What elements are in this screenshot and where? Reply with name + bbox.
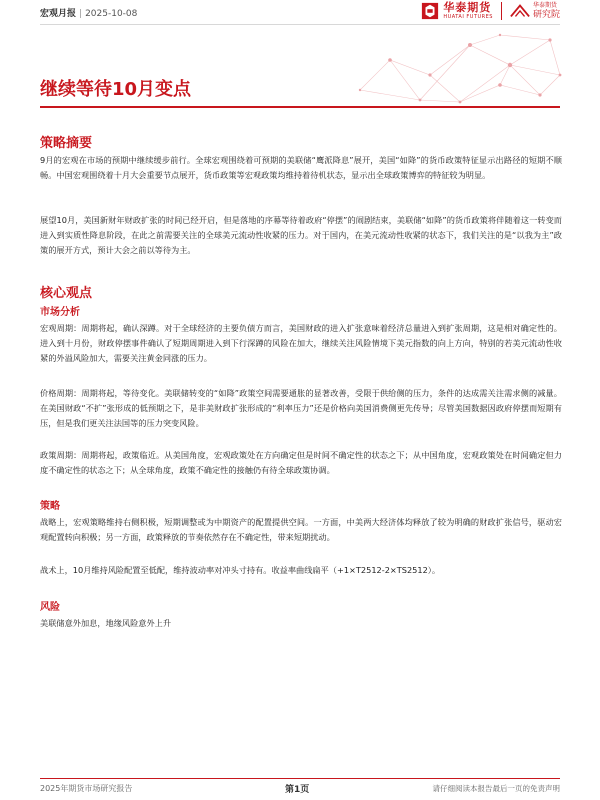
- report-title: 继续等待10月变点: [40, 79, 192, 100]
- market-analysis-heading: 市场分析: [40, 307, 80, 318]
- research-institute-logo: [510, 3, 560, 20]
- header-separator: |: [79, 9, 83, 19]
- huatai-futures-logo: [421, 2, 493, 20]
- summary-heading: 策略摘要: [40, 136, 93, 151]
- logo1-chinese-name: 华泰期货: [443, 1, 492, 14]
- summary-paragraph-1: 9月的宏观在市场的预期中继续缓步前行。全球宏观围绕着可预期的美联储“鹰派降息”展开，美国“如降”的货币政策特征显示出路径的短期不顺畅。中国宏观围绕着十月大会重要节点展开，货币政策等宏观政策均维持着待机状态，显示出全球政策博弈的特征较为明显。: [40, 155, 562, 180]
- logo-block: [421, 2, 560, 20]
- logo2-small-text: 华泰期货: [532, 1, 557, 9]
- core-views-heading: 核心观点: [40, 286, 93, 301]
- price-cycle-paragraph: 价格周期：周期将起，等待变化。美联储转变的“如降”政策空间需要通胀的显著改善，受限于供给侧的压力，条件的达成需关注需求侧的减量。在美国财政“不扩”张形成的低预期之下，是非美财政扩张形成的“利率压力”还是价格向美国消费侧更先传导；尽管美国数据因政府停摆而短期有压，但是我们更关注法国等的压力突变风险。: [40, 388, 562, 428]
- logo2-big-text: 研究院: [532, 9, 560, 20]
- strategy-heading: 策略: [40, 501, 60, 512]
- title-rule: [40, 106, 560, 108]
- report-date: 2025-10-08: [85, 9, 138, 19]
- header-meta: [40, 6, 137, 19]
- strategy-paragraph-1: 战略上，宏观策略维持右侧积极，短期调整或为中期资产的配置提供空间。一方面，中美两大经济体均释放了较为明确的财政扩张信号，驱动宏观配置转向积极；另一方面，政策释放的节奏依然存在不确定性，带来短期扰动。: [40, 517, 562, 542]
- disclaimer-note: 请仔细阅读本报告最后一页的免责声明: [432, 784, 560, 793]
- footer-report-name: 2025年期货市场研究报告: [40, 784, 133, 793]
- network-decoration-graphic: [350, 30, 570, 110]
- research-logo-icon: [510, 3, 530, 19]
- macro-cycle-paragraph: 宏观周期：周期将起，确认深蹲。对于全球经济的主要负债方而言，美国财政的进入扩张意味着经济总量进入到扩张周期，这是相对确定性的。进入到十月份，财政停摆事件确认了短期周期进入到下行深蹲的风险在加大，继续关注风险情境下美元指数的向上方向，特别的若美元流动性收紧的外溢风险加大，需要关注黄金同涨的压力。: [40, 323, 562, 363]
- huatai-logo-icon: [421, 2, 439, 20]
- policy-cycle-paragraph: 政策周期：周期将起，政策临近。从美国角度，宏观政策处在方向确定但是时间不确定性的状态之下；从中国角度，宏观政策处在时间确定但力度不确定性的状态之下；从全球角度，政策不确定性的接触仍有待全球政策协调。: [40, 450, 562, 475]
- summary-paragraph-2: 展望10月，美国新财年财政扩张的时间已经开启，但是落地的序幕等待着政府“停摆”的闹剧结束，美联储“如降”的货币政策将伴随着这一转变而进入到实质性降息阶段，在此之前需要关注的全球美元流动性收紧的压力。对于国内，在美元流动性收紧的状态下，我们关注的是“以我为主”政策的展开方式，预计大会之前以等待为主。: [40, 215, 562, 255]
- page-header: [0, 0, 600, 30]
- risk-heading: 风险: [40, 602, 60, 613]
- logo-divider: [501, 2, 502, 20]
- report-category: 宏观月报: [40, 9, 77, 19]
- strategy-paragraph-2: 战术上，10月维持风险配置至低配，维持波动率对冲头寸持有。收益率曲线扁平（+1×T2512-2×TS2512）。: [40, 565, 441, 575]
- logo1-english-name: HUATAI FUTURES: [443, 14, 493, 20]
- page-number: 第1页: [285, 785, 310, 795]
- risk-paragraph: 美联储意外加息，地缘风险意外上升: [40, 618, 172, 628]
- header-rule: [40, 24, 560, 25]
- footer-rule: [40, 778, 560, 779]
